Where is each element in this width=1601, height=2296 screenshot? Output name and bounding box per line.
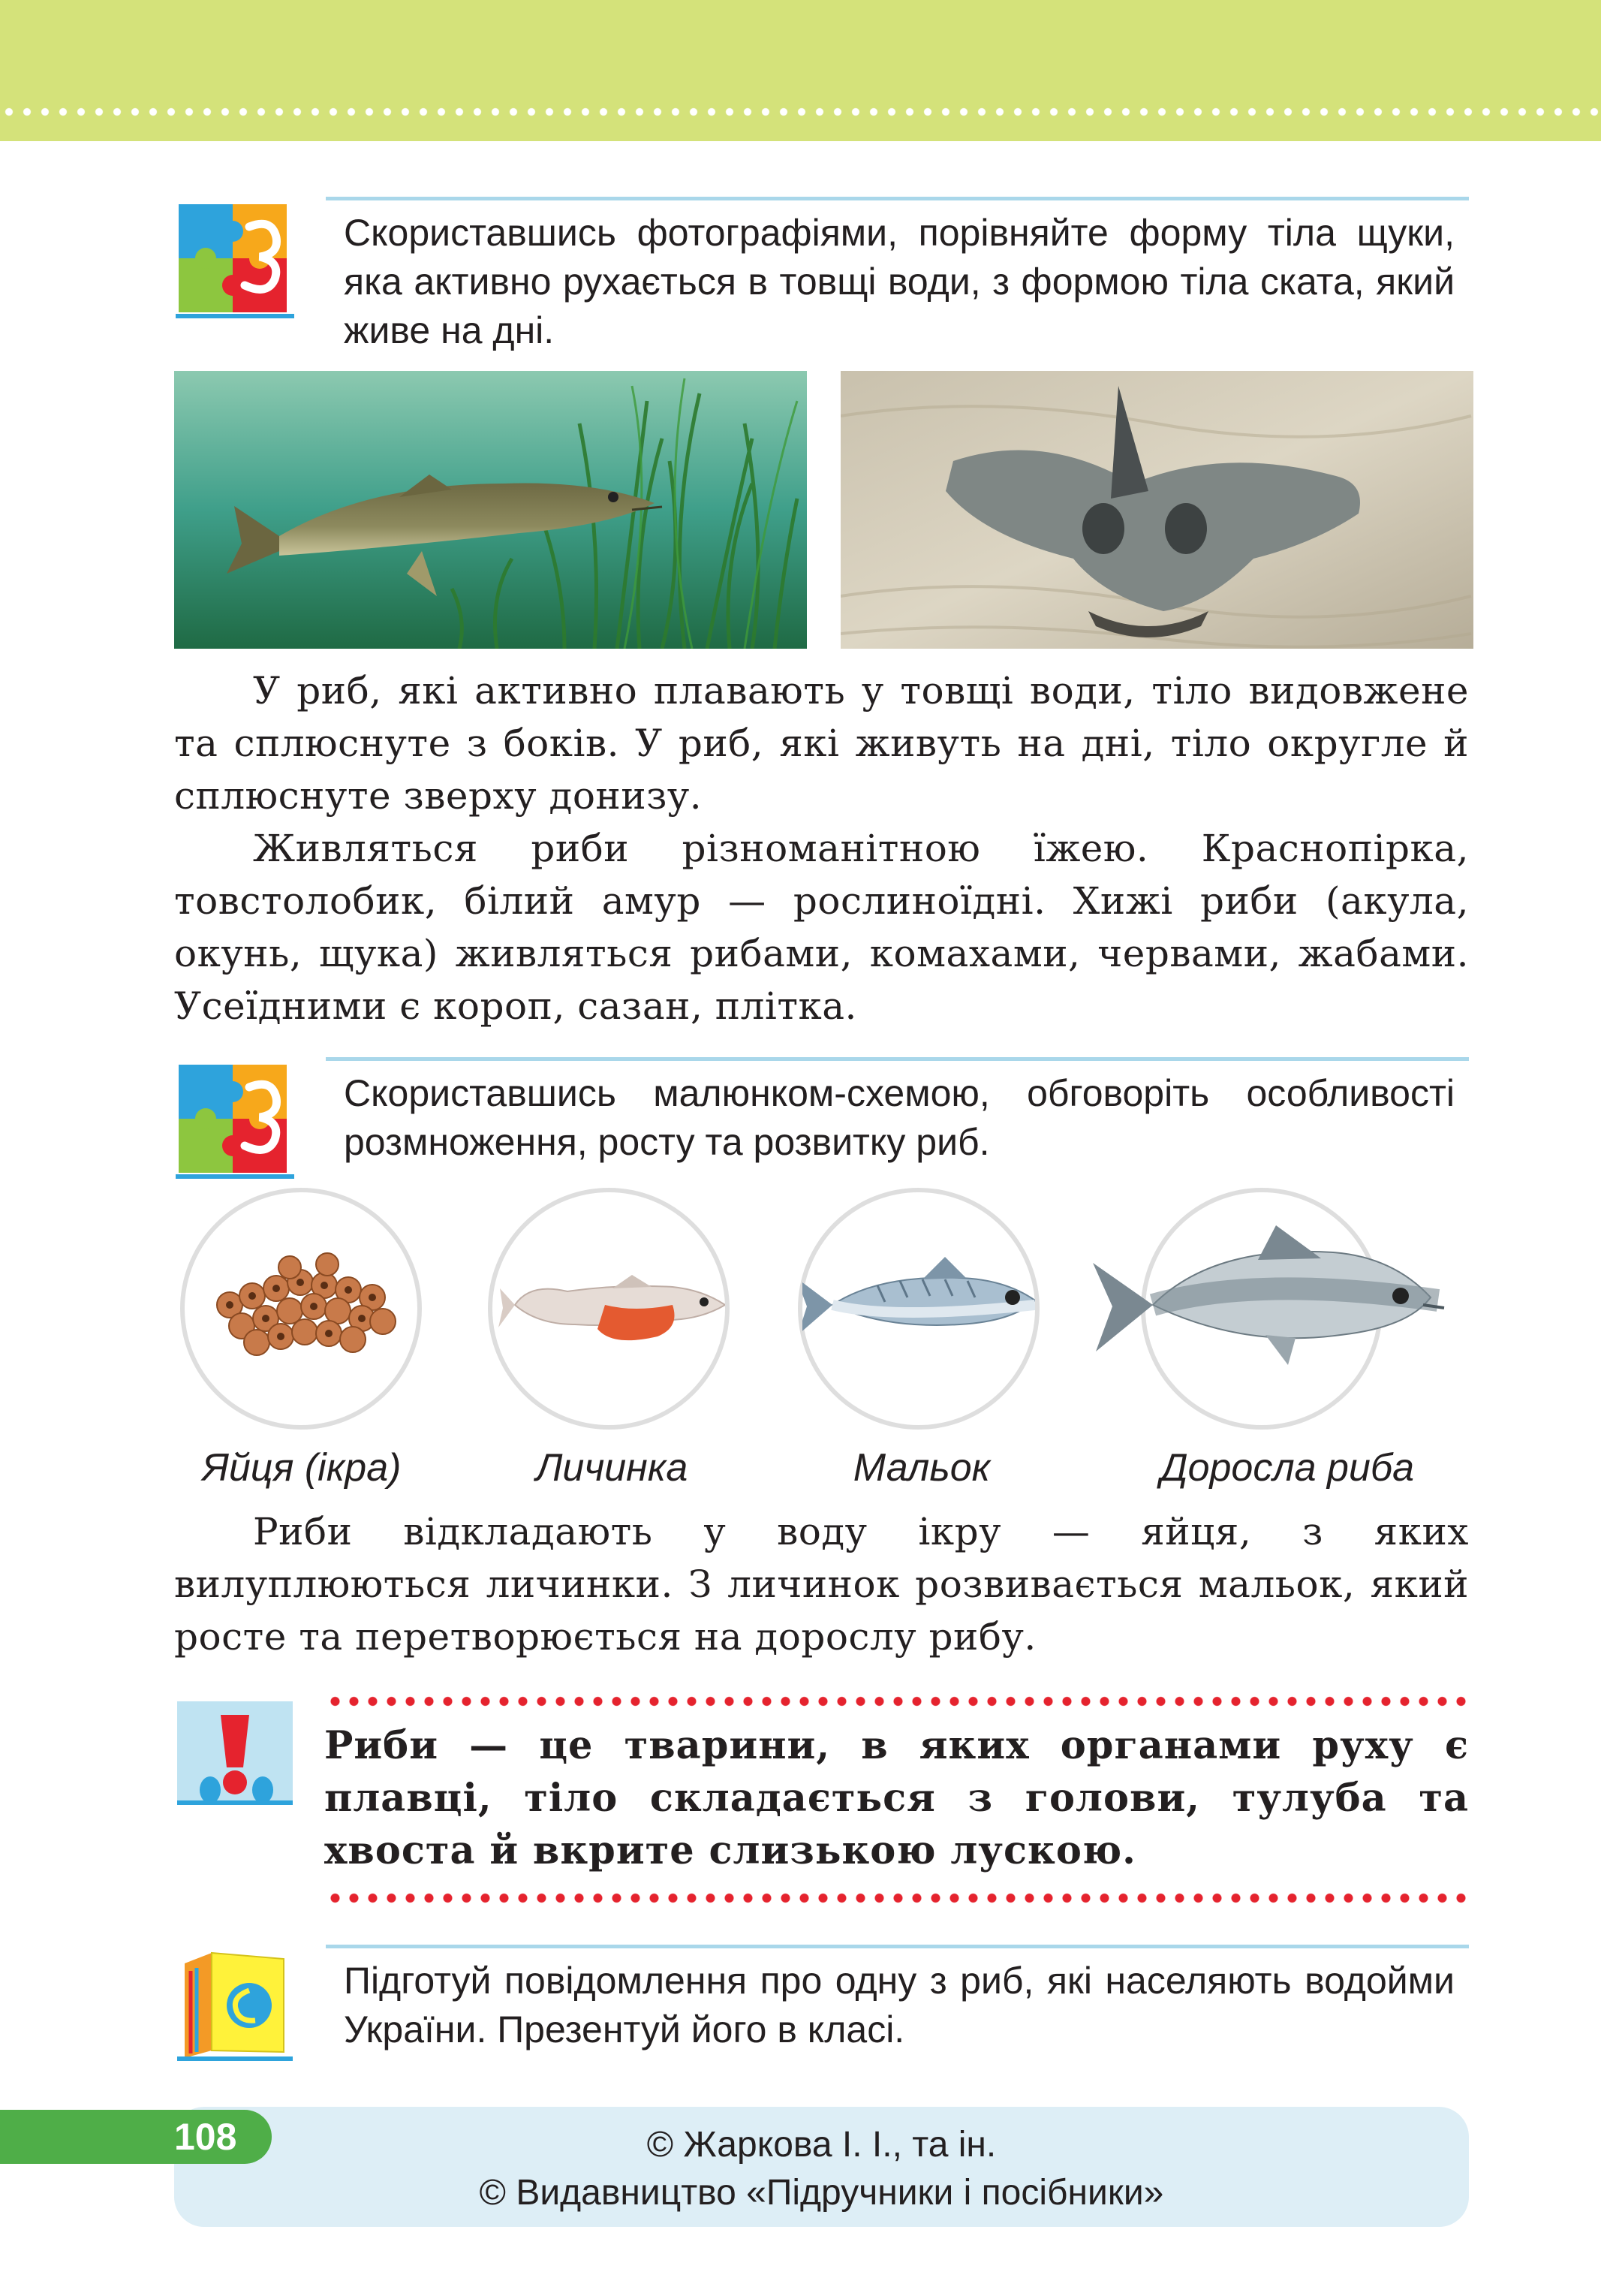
rule-top-dots [326, 1695, 1469, 1707]
task-top-line [326, 197, 1469, 200]
pike-photo [174, 371, 807, 649]
exclamation-icon [174, 1698, 296, 1811]
paragraph-diet: Живляться риби різноманітною їжею. Краснопірка, товстолобик, білий амур — рослиноїдні. Хижі риби (акула, окунь, щука) живляться рибами, комахами, червами, жабами. Усеїдними є короп, сазан, плітка. [174, 827, 1469, 1028]
copyright-publisher: © Видавництво «Підручники і посібники» [479, 2173, 1164, 2213]
body-text-reproduction [174, 1505, 1469, 1663]
task-instruction-photos: Скориставшись фотографіями, порівняйте форму тіла щуки, яка активно рухається в товщі води, з формою тіла ската, який живе на дні. [344, 212, 1455, 351]
header-dotted-line [0, 107, 1601, 117]
task-instruction-diagram: Скориставшись малюнком-схемою, обговоріть особливості розмноження, росту та розвитку риб. [344, 1072, 1455, 1163]
project-book-icon [174, 1941, 296, 2062]
paragraph-body-shape: У риб, які активно плавають у товщі води, тіло видовжене та сплюснуте з боків. У риб, які живуть на дні, тіло округле й сплюснуте зверху донизу. [174, 669, 1469, 818]
page-number: 108 [174, 2116, 237, 2158]
header-band [0, 0, 1601, 141]
copyright-authors: © Жаркова І. І., та ін. [646, 2125, 997, 2165]
puzzle-task-icon [174, 1057, 296, 1179]
task-top-line [326, 1945, 1469, 1948]
stage-label-larva: Личинка [535, 1446, 688, 1490]
stage-label-fry: Мальок [853, 1446, 991, 1490]
stage-circle-eggs [180, 1188, 422, 1430]
stage-circle-larva [488, 1188, 730, 1430]
stage-circle-fry [798, 1188, 1040, 1430]
body-text-body-shape [174, 664, 1469, 1032]
paragraph-reproduction: Риби відкладають у воду ікру — яйця, з яких вилуплюються личинки. З личинок розвивається мальок, який росте та перетворюється на дорослу рибу. [174, 1510, 1469, 1659]
task-instruction-report: Підготуй повідомлення про одну з риб, які населяють водойми України. Презентуй його в класі. [344, 1960, 1455, 2050]
rule-definition: Риби — це тварини, в яких органами руху є плавці, тіло складається з голови, тулуба та хвоста й вкрите слизькою лускою. [324, 1723, 1469, 1873]
rule-bottom-dots [326, 1892, 1469, 1904]
task-top-line [326, 1057, 1469, 1061]
stingray-photo [841, 371, 1473, 649]
stage-circle-adult [1141, 1188, 1383, 1430]
puzzle-task-icon [174, 197, 296, 318]
stage-label-adult: Доросла риба [1160, 1446, 1415, 1490]
stage-label-eggs: Яйця (ікра) [202, 1446, 402, 1490]
